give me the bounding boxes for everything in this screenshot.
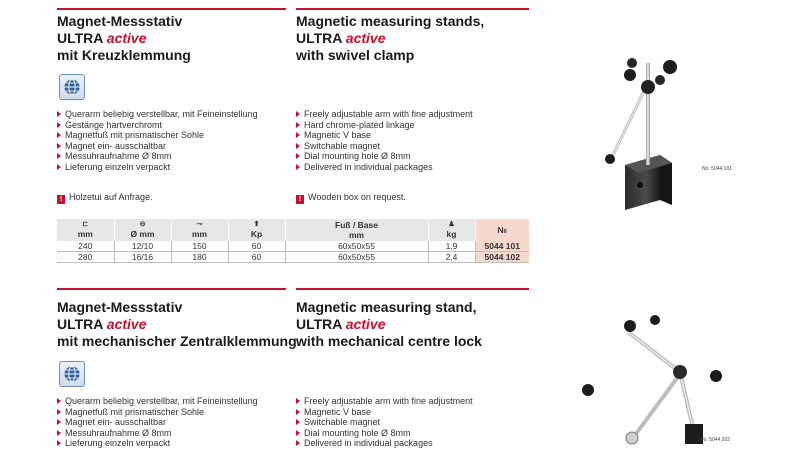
- list-item: Lieferung einzeln verpackt: [57, 438, 258, 449]
- table-cell: 12/10: [114, 241, 171, 252]
- list-item: Magnet ein- ausschaltbar: [57, 417, 258, 428]
- weight-icon: ♟: [448, 221, 455, 228]
- col-order-number: №: [475, 219, 529, 241]
- list-item: Switchable magnet: [296, 141, 473, 152]
- spec-table: [57, 219, 529, 263]
- section2-title-en: Magnetic measuring stand, ULTRA active with mechanical centre lock: [296, 299, 482, 349]
- list-item: Magnet ein- ausschaltbar: [57, 141, 258, 152]
- list-item: Switchable magnet: [296, 417, 473, 428]
- section2-title-de: Magnet-Messstativ ULTRA active mit mechanischer Zentralklemmung: [57, 299, 297, 349]
- list-item: Delivered in individual packages: [296, 438, 473, 449]
- table-header-row: [57, 219, 529, 241]
- table-cell: 60: [228, 241, 285, 252]
- list-item: Querarm beliebig verstellbar, mit Feineinstellung: [57, 109, 258, 120]
- product-image-centre-lock: [570, 312, 750, 447]
- order-number-cell: 5044 101: [475, 241, 529, 252]
- section1-title-de: Magnet-Messstativ ULTRA active mit Kreuzklemmung: [57, 13, 191, 63]
- col-weight: ♟ kg: [428, 219, 475, 241]
- list-item: Freely adjustable arm with fine adjustment: [296, 109, 473, 120]
- diameter-icon: ⊖: [139, 221, 146, 228]
- list-item: Querarm beliebig verstellbar, mit Feineinstellung: [57, 396, 258, 407]
- arm-length-icon: ⊏: [82, 221, 89, 228]
- table-row: [57, 252, 529, 263]
- col-base: Fuß / Base mm: [285, 219, 428, 241]
- col-arm-length: ⊏ mm: [57, 219, 114, 241]
- product-image-swivel-clamp: [600, 35, 710, 215]
- list-item: Lieferung einzeln verpackt: [57, 162, 258, 173]
- list-item: Magnetic V base: [296, 130, 473, 141]
- globe-icon: [59, 74, 85, 100]
- section1-note-en: ! Wooden box on request.: [296, 192, 406, 204]
- table-cell: 1,9: [428, 241, 475, 252]
- list-item: Delivered in individual packages: [296, 162, 473, 173]
- section1-note-de: ! Holzetui auf Anfrage.: [57, 192, 153, 204]
- list-item: Gestänge hartverchromt: [57, 120, 258, 131]
- height-icon: ⇁: [196, 221, 203, 228]
- section2-features-de: [57, 396, 258, 449]
- col-diameter: ⊖ Ø mm: [114, 219, 171, 241]
- list-item: Dial mounting hole Ø 8mm: [296, 428, 473, 439]
- list-item: Magnetic V base: [296, 407, 473, 418]
- section2-features-en: [296, 396, 473, 449]
- section2-rule-left: [57, 288, 286, 290]
- section2-rule-right: [296, 288, 529, 290]
- table-cell: 180: [171, 252, 228, 263]
- list-item: Dial mounting hole Ø 8mm: [296, 151, 473, 162]
- section1-image-caption: No. 5044 101: [702, 166, 733, 172]
- section2-image-caption: No. 5044 202: [700, 437, 731, 443]
- table-cell: 60: [228, 252, 285, 263]
- list-item: Messuhraufnahme Ø 8mm: [57, 151, 258, 162]
- list-item: Magnetfuß mit prismatischer Sohle: [57, 407, 258, 418]
- section1-features-en: [296, 109, 473, 172]
- list-item: Messuhraufnahme Ø 8mm: [57, 428, 258, 439]
- section1-title-en: Magnetic measuring stands, ULTRA active with swivel clamp: [296, 13, 485, 63]
- table-cell: 16/16: [114, 252, 171, 263]
- list-item: Magnetfuß mit prismatischer Sohle: [57, 130, 258, 141]
- col-magnet-force: ⬆ Kp: [228, 219, 285, 241]
- section1-rule-right: [296, 8, 529, 10]
- info-icon: !: [57, 195, 65, 204]
- table-cell: 60x50x55: [285, 252, 428, 263]
- info-icon: !: [296, 195, 304, 204]
- order-number-cell: 5044 102: [475, 252, 529, 263]
- table-cell: 150: [171, 241, 228, 252]
- col-height: ⇁ mm: [171, 219, 228, 241]
- table-cell: 2,4: [428, 252, 475, 263]
- list-item: Hard chrome-plated linkage: [296, 120, 473, 131]
- section1-rule-left: [57, 8, 286, 10]
- section1-features-de: [57, 109, 258, 172]
- table-cell: 240: [57, 241, 114, 252]
- magnet-force-icon: ⬆: [253, 221, 260, 228]
- table-cell: 280: [57, 252, 114, 263]
- globe-icon: [59, 361, 85, 387]
- table-row: [57, 241, 529, 252]
- table-cell: 60x50x55: [285, 241, 428, 252]
- list-item: Freely adjustable arm with fine adjustment: [296, 396, 473, 407]
